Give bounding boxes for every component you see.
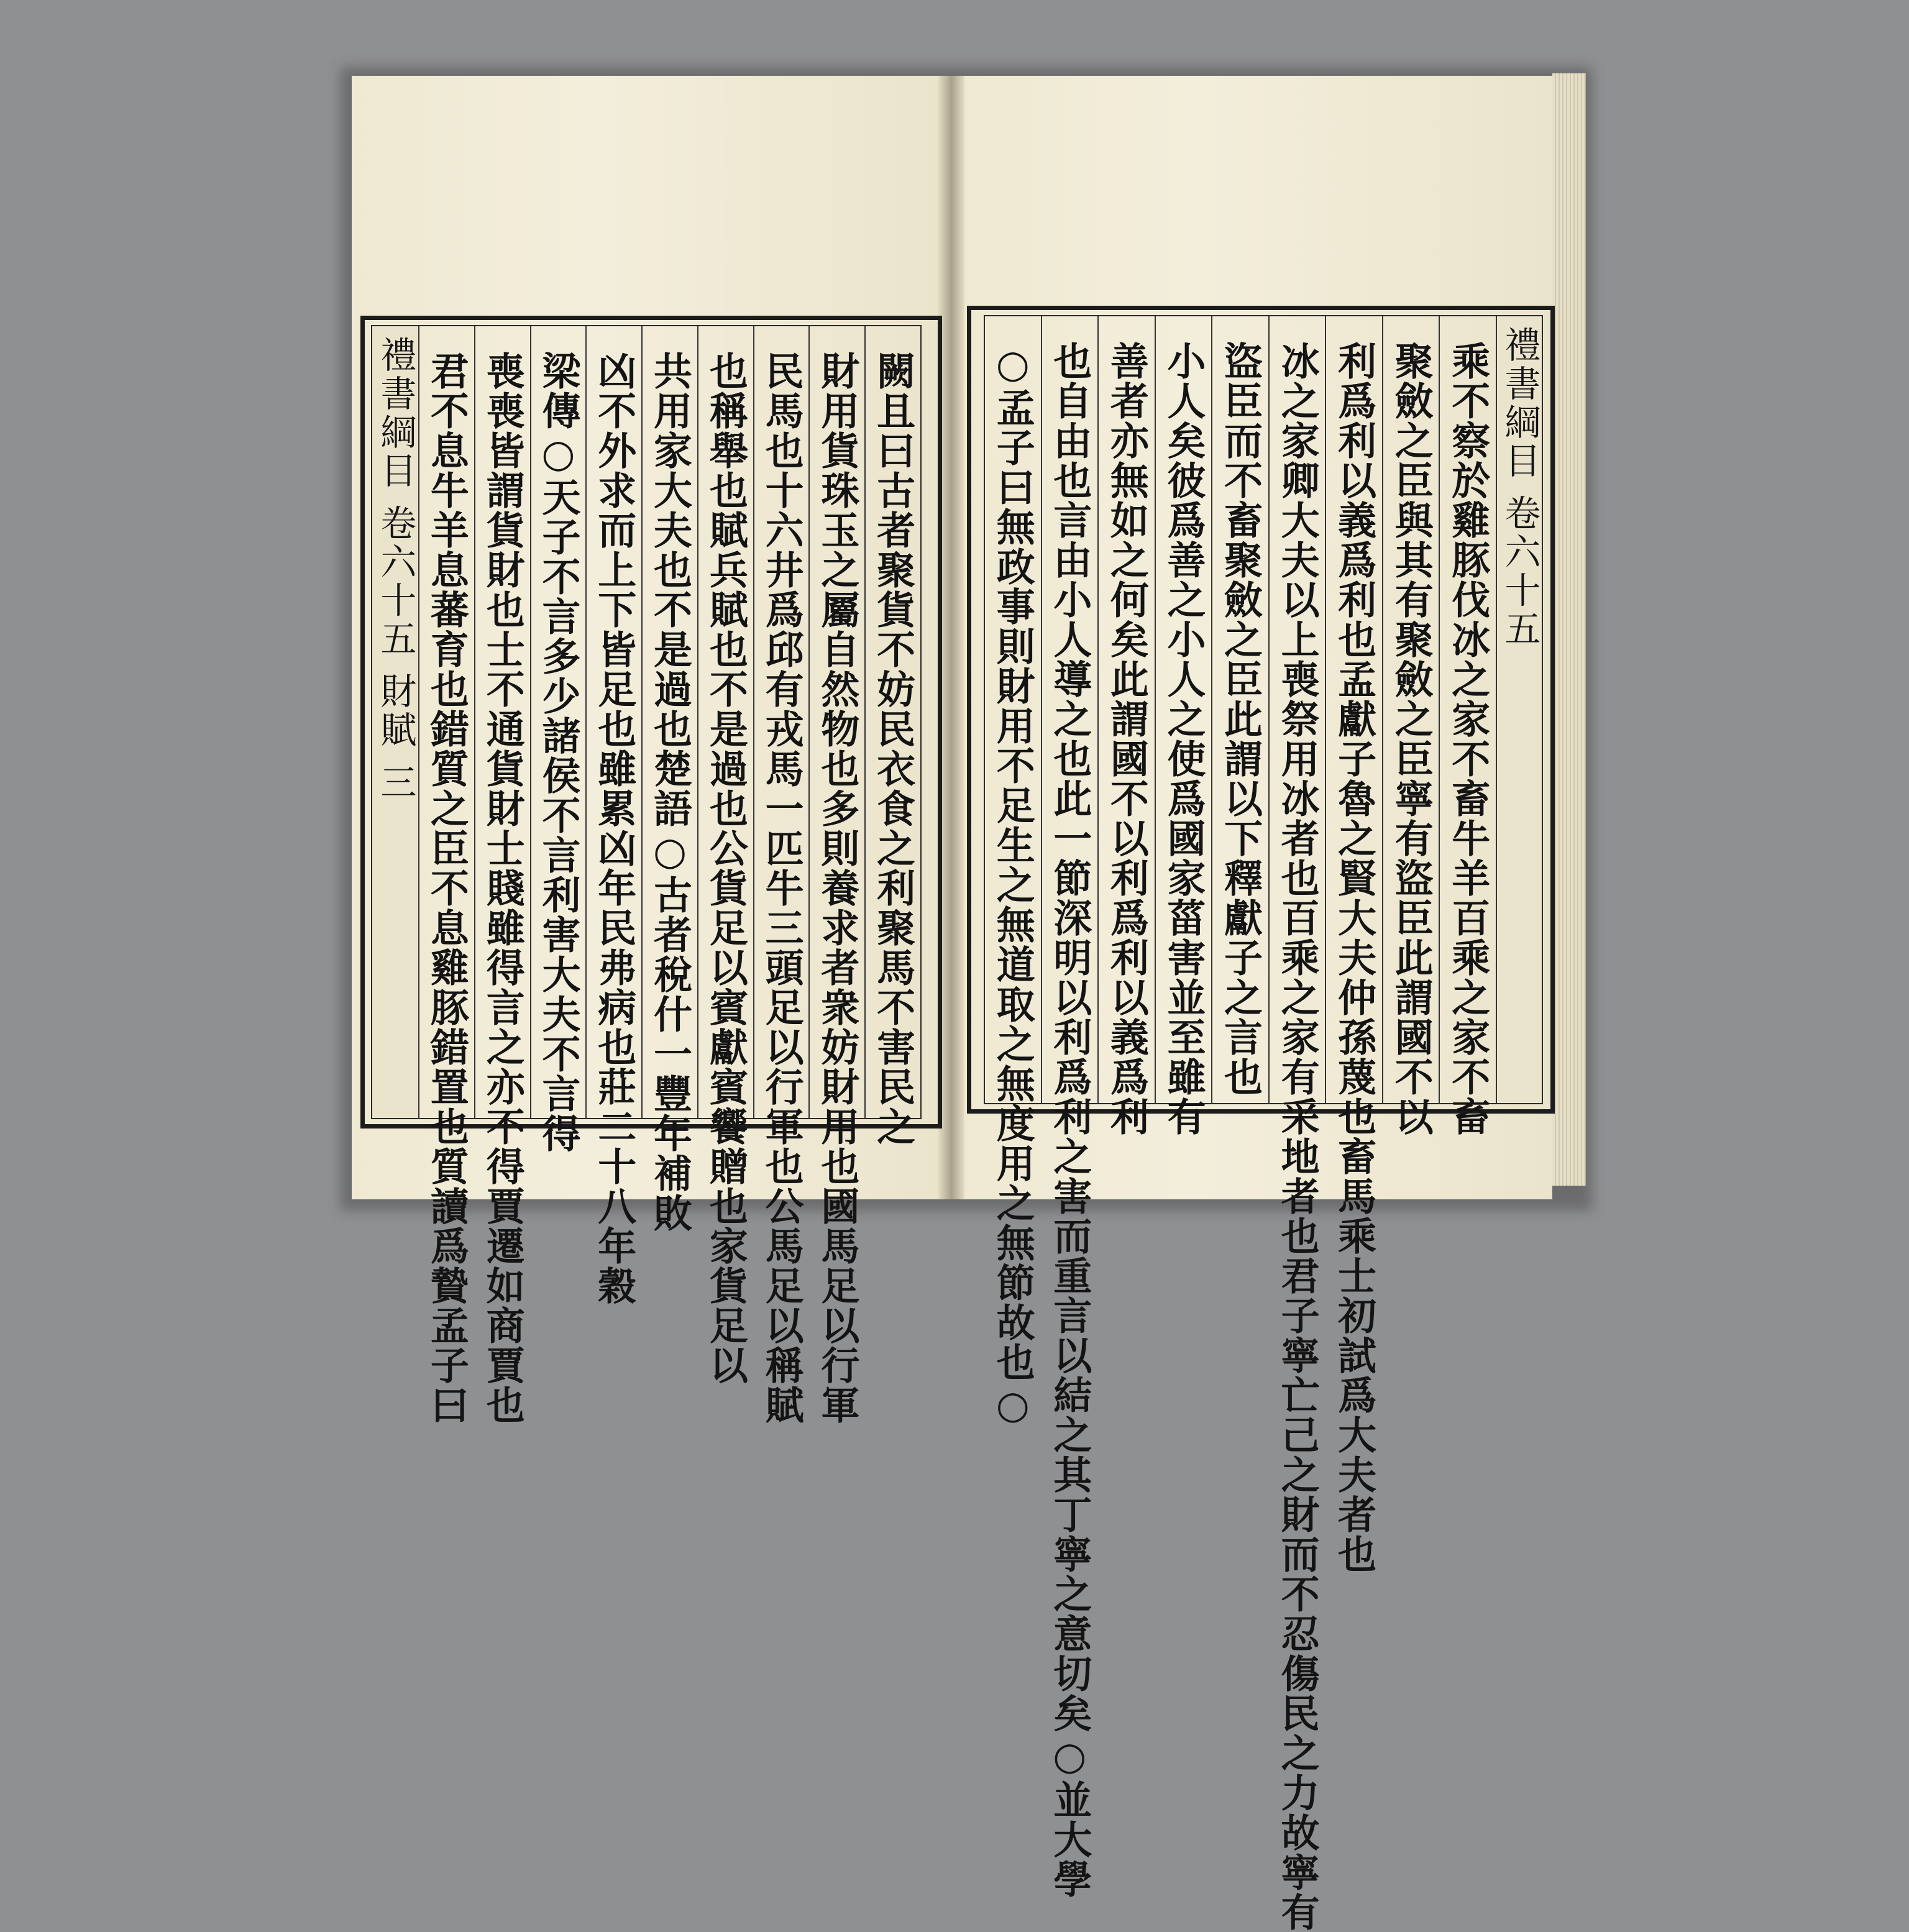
left-margin-title: 禮書綱目 卷六十五 財賦 三 xyxy=(374,336,417,802)
right-column-5 xyxy=(1211,316,1268,1103)
left-page-inner-frame xyxy=(371,325,922,1425)
left-column-1-text: 闕且曰古者聚貨不妨民衣食之利聚馬不害民之 xyxy=(870,351,916,1147)
right-column-6 xyxy=(1155,316,1212,1137)
right-column-4 xyxy=(1268,316,1325,1932)
left-column-4-text: 也稱舉也賦兵賦也不是過也公貨足以賓獻賓饗贈也家貨足以 xyxy=(703,351,749,1385)
right-column-7-text: 善者亦無如之何矣此謂國不以利爲利以義爲利 xyxy=(1104,341,1150,1137)
left-column-2 xyxy=(808,326,864,1425)
left-column-8 xyxy=(474,326,530,1425)
left-column-6 xyxy=(585,326,641,1306)
left-column-5 xyxy=(641,326,697,1233)
left-page-columns xyxy=(372,326,920,1425)
right-page-frame xyxy=(967,306,1555,1932)
right-column-6-text: 小人矣彼爲善之小人之使爲國家菑害並至雖有 xyxy=(1160,341,1206,1137)
left-column-8-text: 喪喪皆謂貨財也士不通貨財士賤雖得言之亦不得賈遷如商賈也 xyxy=(480,351,526,1425)
right-column-7 xyxy=(1097,316,1155,1137)
left-page-frame xyxy=(360,316,942,1425)
right-column-9-text: ○孟子曰無政事則財用不足生之無道取之無度用之無節故也○ xyxy=(990,341,1036,1429)
left-column-5-text: 共用家大夫也不是過也楚語○古者稅什一豐年補敗 xyxy=(647,351,693,1233)
left-column-2-text: 財用貨珠玉之屬自然物也多則養求者衆妨財用也國馬足以行軍 xyxy=(814,351,860,1425)
right-column-8 xyxy=(1041,316,1098,1899)
right-column-2-text: 聚斂之臣與其有聚斂之臣寧有盜臣此謂國不以 xyxy=(1388,341,1434,1137)
right-margin-title: 禮書綱目 卷六十五 xyxy=(1498,326,1541,649)
left-column-4 xyxy=(697,326,753,1385)
right-column-3 xyxy=(1325,316,1382,1574)
right-column-5-text: 盜臣而不畜聚斂之臣此謂以下釋獻子之言也 xyxy=(1217,341,1263,1097)
right-column-4-text: 冰之家卿大夫以上喪祭用冰者也百乘之家有采地者也君子寧亡己之財而不忍傷民之力故寧有 xyxy=(1275,341,1321,1932)
right-page-columns xyxy=(985,316,1542,1932)
left-column-9-text: 君不息牛羊息蕃育也錯質之臣不息雞豚錯置也質讀爲贄孟子曰 xyxy=(424,351,470,1425)
right-column-9 xyxy=(985,316,1041,1429)
right-column-2 xyxy=(1382,316,1439,1137)
left-column-7-text: 梁傳○天子不言多少諸侯不言利害大夫不言得 xyxy=(535,351,581,1153)
left-column-9 xyxy=(418,326,474,1425)
left-column-1 xyxy=(864,326,920,1147)
left-column-6-text: 凶不外求而上下皆足也雖累凶年民弗病也莊二十八年穀 xyxy=(591,351,637,1306)
right-column-3-text: 利爲利以義爲利也孟獻子魯之賢大夫仲孫蔑也畜馬乘士初試爲大夫者也 xyxy=(1331,341,1377,1574)
page-edges xyxy=(1552,73,1586,1186)
right-page-inner-frame xyxy=(984,315,1543,1932)
right-column-1 xyxy=(1439,316,1496,1137)
book-gutter xyxy=(938,76,964,1199)
right-column-8-text: 也自由也言由小人導之也此一節深明以利爲利之害而重言以結之其丁寧之意切矣○並大學 xyxy=(1046,341,1092,1899)
left-column-7 xyxy=(530,326,586,1153)
right-column-1-text: 乘不察於雞豚伐冰之家不畜牛羊百乘之家不畜 xyxy=(1445,341,1491,1137)
left-page-margin xyxy=(372,326,418,1118)
right-page-margin xyxy=(1496,316,1542,1103)
left-column-3-text: 民馬也十六井爲邱有戎馬一匹牛三頭足以行軍也公馬足以稱賦 xyxy=(759,351,805,1425)
left-column-3 xyxy=(753,326,809,1425)
